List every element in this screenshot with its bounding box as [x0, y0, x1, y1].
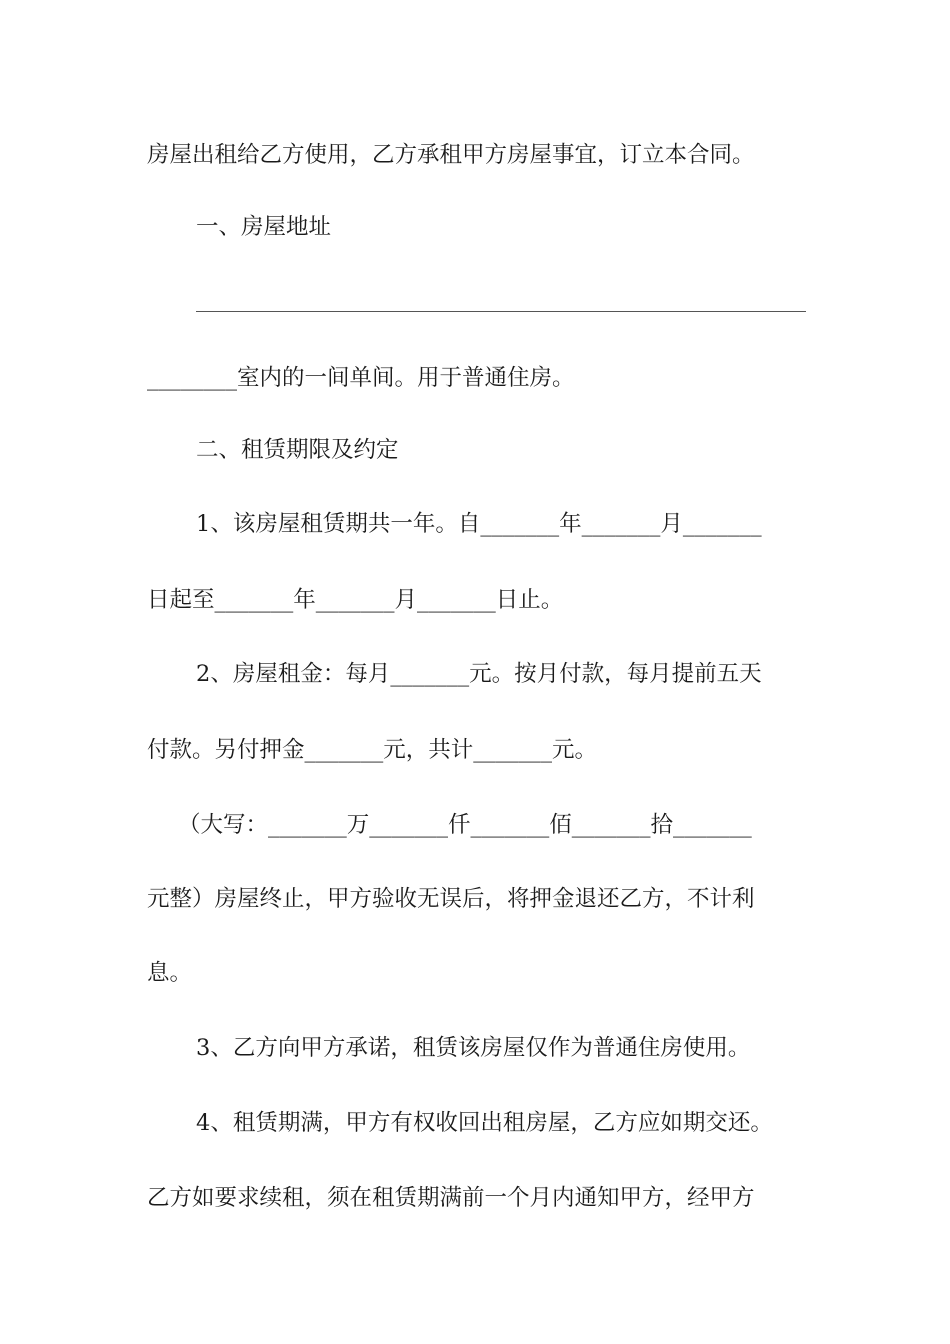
- section-heading-address: 一、房屋地址: [196, 214, 332, 240]
- clause-2-line-3: （大写：_______万_______仟_______佰_______拾_______: [178, 812, 752, 838]
- clause-1-line-2: 日起至_______年_______月_______日止。: [147, 587, 564, 613]
- clause-1-line-1: 1、该房屋租赁期共一年。自_______年_______月_______: [196, 511, 762, 537]
- paragraph-line-1: 房屋出租给乙方使用，乙方承租甲方房屋事宜，订立本合同。: [147, 142, 755, 168]
- clause-2-line-2: 付款。另付押金_______元，共计_______元。: [147, 737, 598, 763]
- clause-4-line-2: 乙方如要求续租，须在租赁期满前一个月内通知甲方，经甲方: [147, 1185, 755, 1211]
- clause-3-line-1: 3、乙方向甲方承诺，租赁该房屋仅作为普通住房使用。: [196, 1035, 751, 1061]
- section-heading-term: 二、租赁期限及约定: [196, 437, 399, 463]
- clause-2-line-5: 息。: [147, 960, 193, 986]
- clause-4-line-1: 4、租赁期满，甲方有权收回出租房屋，乙方应如期交还。: [196, 1110, 773, 1136]
- address-blank-line: [196, 311, 806, 312]
- clause-2-line-4: 元整）房屋终止，甲方验收无误后，将押金退还乙方，不计利: [147, 886, 755, 912]
- address-line: ________室内的一间单间。用于普通住房。: [147, 365, 575, 391]
- clause-2-line-1: 2、房屋租金：每月_______元。按月付款，每月提前五天: [196, 661, 762, 687]
